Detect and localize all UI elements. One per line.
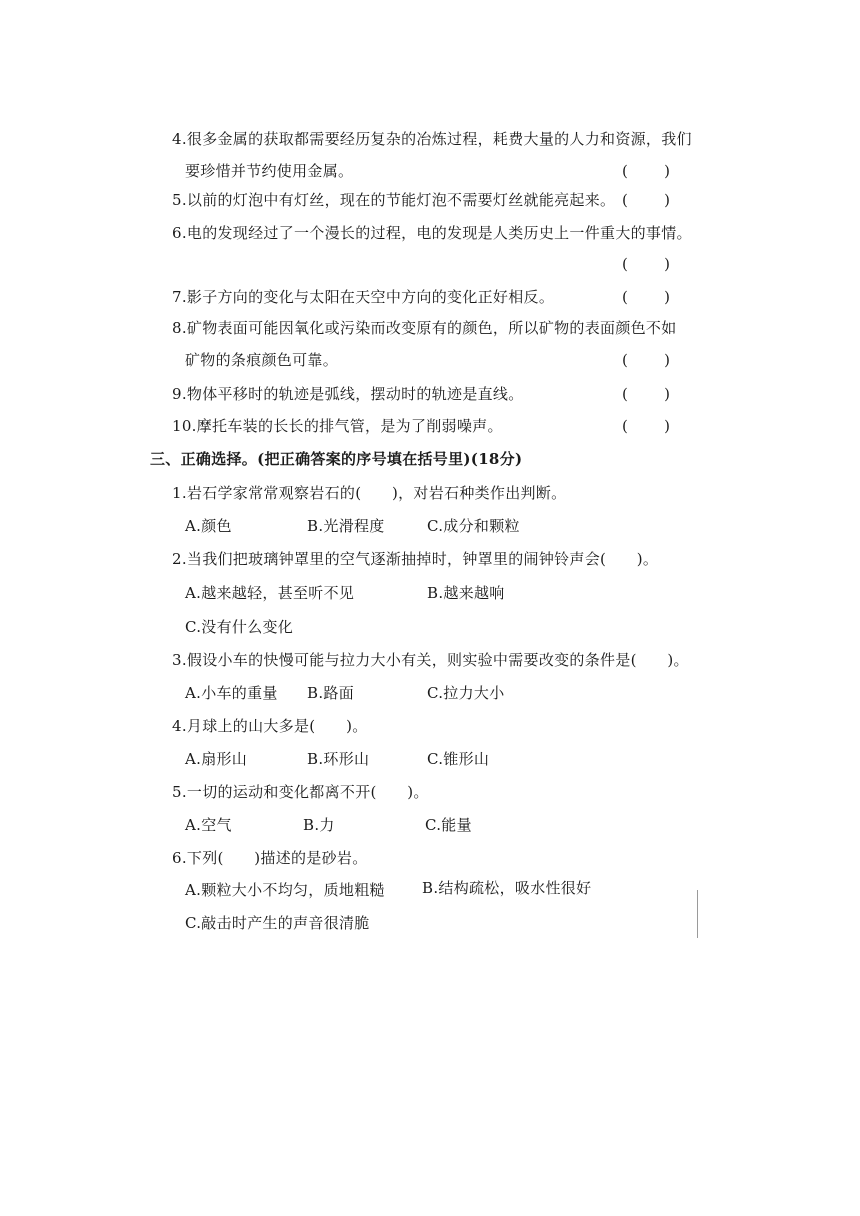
judgment-item-7: 7.影子方向的变化与太阳在天空中方向的变化正好相反。 xyxy=(172,288,555,306)
paren-close: ) xyxy=(664,351,670,369)
question-6-stem: 6.下列( )描述的是砂岩。 xyxy=(172,849,368,867)
paren-open: ( xyxy=(622,385,628,403)
question-3-option-a[interactable]: A.小车的重量 xyxy=(185,684,278,702)
paren-close: ) xyxy=(664,255,670,273)
question-2-option-b[interactable]: B.越来越响 xyxy=(427,584,505,602)
paren-open: ( xyxy=(622,351,628,369)
question-1-option-b[interactable]: B.光滑程度 xyxy=(307,517,385,535)
judgment-item-8-line-2: 矿物的条痕颜色可靠。 xyxy=(185,351,339,369)
question-1-stem: 1.岩石学家常常观察岩石的( )，对岩石种类作出判断。 xyxy=(172,484,567,502)
judgment-item-4-line-1: 4.很多金属的获取都需要经历复杂的冶炼过程，耗费大量的人力和资源，我们 xyxy=(172,130,692,148)
question-6-option-a[interactable]: A.颗粒大小不均匀，质地粗糙 xyxy=(185,881,385,899)
answer-paren-8[interactable] xyxy=(622,350,670,370)
question-2-option-a[interactable]: A.越来越轻，甚至听不见 xyxy=(185,584,355,602)
question-6-option-b[interactable]: B.结构疏松，吸水性很好 xyxy=(422,879,592,897)
paren-close: ) xyxy=(664,385,670,403)
paren-close: ) xyxy=(664,162,670,180)
answer-paren-5[interactable] xyxy=(622,190,670,210)
paren-open: ( xyxy=(622,191,628,209)
question-2-option-c[interactable]: C.没有什么变化 xyxy=(185,618,294,636)
question-2-stem: 2.当我们把玻璃钟罩里的空气逐渐抽掉时，钟罩里的闹钟铃声会( )。 xyxy=(172,550,659,568)
question-4-option-b[interactable]: B.环形山 xyxy=(307,750,370,768)
paren-open: ( xyxy=(622,417,628,435)
question-3-option-b[interactable]: B.路面 xyxy=(307,684,354,702)
answer-paren-7[interactable] xyxy=(622,287,670,307)
question-5-option-a[interactable]: A.空气 xyxy=(185,816,232,834)
paren-close: ) xyxy=(664,191,670,209)
question-4-option-c[interactable]: C.锥形山 xyxy=(427,750,490,768)
question-5-stem: 5.一切的运动和变化都离不开( )。 xyxy=(172,783,429,801)
question-4-option-a[interactable]: A.扇形山 xyxy=(185,750,248,768)
question-5-option-b[interactable]: B.力 xyxy=(303,816,335,834)
question-1-option-c[interactable]: C.成分和颗粒 xyxy=(427,517,520,535)
answer-paren-10[interactable] xyxy=(622,416,670,436)
judgment-item-6: 6.电的发现经过了一个漫长的过程，电的发现是人类历史上一件重大的事情。 xyxy=(172,224,692,242)
question-5-option-c[interactable]: C.能量 xyxy=(425,816,472,834)
paren-open: ( xyxy=(622,288,628,306)
answer-paren-4[interactable] xyxy=(622,161,670,181)
judgment-item-9: 9.物体平移时的轨迹是弧线，摆动时的轨迹是直线。 xyxy=(172,385,524,403)
judgment-item-5: 5.以前的灯泡中有灯丝，现在的节能灯泡不需要灯丝就能亮起来。 xyxy=(172,191,616,209)
section-heading: 三、正确选择。(把正确答案的序号填在括号里)(18分) xyxy=(150,450,523,468)
paren-close: ) xyxy=(664,417,670,435)
paren-open: ( xyxy=(622,162,628,180)
question-6-option-c[interactable]: C.敲击时产生的声音很清脆 xyxy=(185,914,370,932)
judgment-item-8-line-1: 8.矿物表面可能因氧化或污染而改变原有的颜色，所以矿物的表面颜色不如 xyxy=(172,319,677,337)
paren-close: ) xyxy=(664,288,670,306)
question-4-stem: 4.月球上的山大多是( )。 xyxy=(172,717,368,735)
judgment-item-10: 10.摩托车装的长长的排气管，是为了削弱噪声。 xyxy=(172,417,503,435)
question-3-stem: 3.假设小车的快慢可能与拉力大小有关，则实验中需要改变的条件是( )。 xyxy=(172,651,689,669)
answer-paren-9[interactable] xyxy=(622,384,670,404)
question-1-option-a[interactable]: A.颜色 xyxy=(185,517,232,535)
judgment-item-4-line-2: 要珍惜并节约使用金属。 xyxy=(185,162,354,180)
scan-edge-mark xyxy=(697,890,698,938)
paren-open: ( xyxy=(622,255,628,273)
answer-paren-6[interactable] xyxy=(622,254,670,274)
question-3-option-c[interactable]: C.拉力大小 xyxy=(427,684,505,702)
